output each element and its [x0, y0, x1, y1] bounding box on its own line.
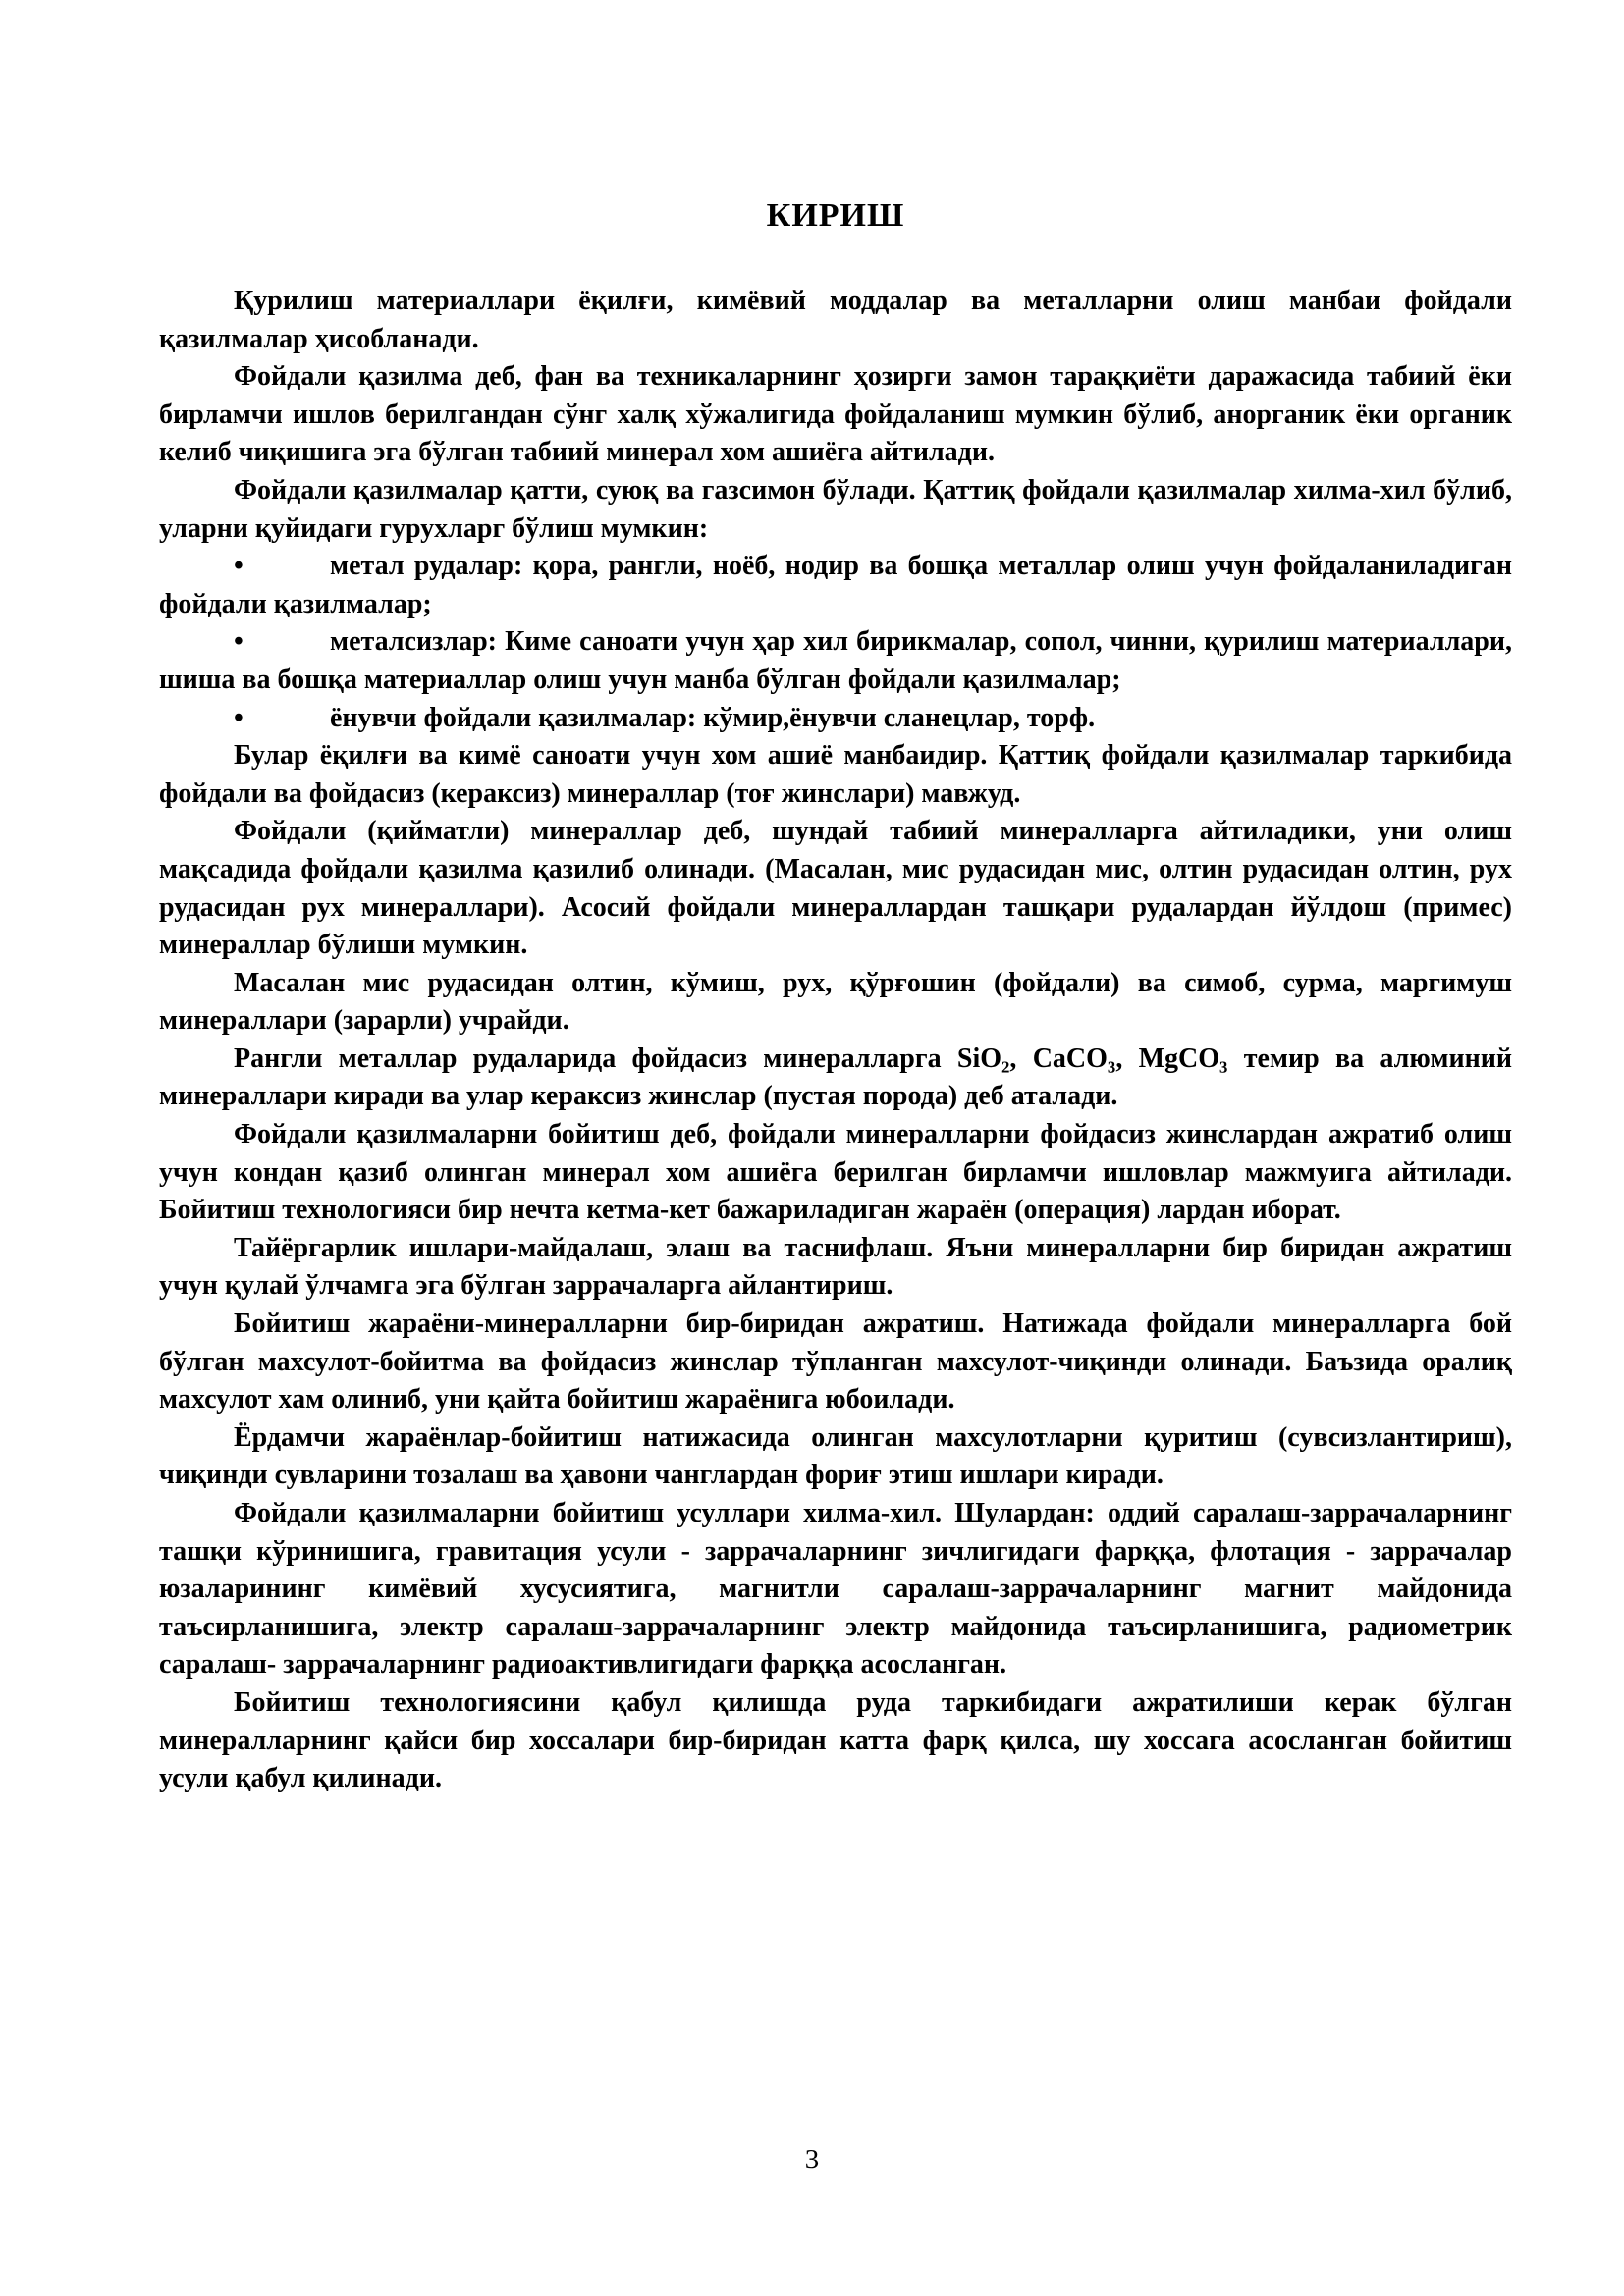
page-title: КИРИШ	[766, 197, 905, 234]
paragraph-text: Ёрдамчи жараёнлар-бойитиш натижасида олинган махсулотларни қуритиш (сувсизлантириш), чиқинди сувларини тозалаш ва ҳавони чанглардан фориғ этиш ишлари киради.	[159, 1421, 1512, 1491]
page-number: 3	[804, 2144, 820, 2175]
paragraph-text: Қурилиш материаллари ёқилғи, кимёвий моддалар ва металларни олиш манбаи фойдали қазилмалар ҳисобланади.	[159, 286, 1512, 354]
paragraph	[159, 737, 1512, 813]
paragraph	[159, 1230, 1512, 1306]
paragraph	[159, 1306, 1512, 1419]
paragraph-text: Булар ёқилғи ва кимё саноати учун хом ашиё манбаидир. Қаттиқ фойдали қазилмалар таркибида фойдали ва фойдасиз (кераксиз) минераллар (тоғ жинслари) мавжуд.	[159, 740, 1512, 809]
bullet-text: металсизлар: Киме саноати учун ҳар хил бирикмалар, сопол, чинни, қурилиш материаллари, шиша ва бошқа материаллар олиш учун манба бўлган фойдали қазилмалар;	[159, 626, 1512, 695]
paragraph-text: Фойдали (қийматли) минераллар деб, шундай табиий минералларга айтиладики, уни олиш мақсадида фойдали қазилма қазилиб олинади. (Масалан, мис рудасидан мис, олтин рудасидан олтин, рух рудасидан рух минераллари). Асосий фойдали минераллардан ташқари рудалардан йўлдош (примес) минераллар бўлиши мумкин.	[159, 816, 1512, 961]
bullet-item	[159, 700, 1512, 738]
paragraph-text: Фойдали қазилма деб, фан ва техникаларнинг ҳозирги замон тараққиёти даражасида табиий ёки бирламчи ишлов берилгандан сўнг халқ хўжалигида фойдаланиш мумкин бўлиб, анорганик ёки органик келиб чиқишига эга бўлган табиий минерал хом ашиёга айтилади.	[159, 361, 1512, 468]
paragraph	[159, 965, 1512, 1041]
paragraph	[159, 358, 1512, 472]
paragraph	[159, 813, 1512, 964]
paragraph-text: Рангли металлар рудаларида фойдасиз минералларга SiO₂, CaCO₃, MgCO₃ темир ва алюминий минераллари киради ва улар кераксиз жинслар (пустая порода) деб аталади.	[159, 1042, 1512, 1112]
paragraph-text: Фойдали қазилмаларни бойитиш деб, фойдали минералларни фойдасиз жинслардан ажратиб олиш учун кондан қазиб олинган минерал хом ашиёга берилган бирламчи ишловлар мажмуига айтилади. Бойитиш технологияси бир нечта кетма-кет бажариладиган жараён (операция) лардан иборат.	[159, 1119, 1512, 1226]
document-content	[159, 283, 1512, 1798]
paragraph	[159, 472, 1512, 548]
paragraph	[159, 1419, 1512, 1495]
paragraph	[159, 1684, 1512, 1798]
bullet-marker: •	[234, 702, 244, 733]
page-body	[159, 196, 1512, 1798]
paragraph-text: Масалан мис рудасидан олтин, кўмиш, рух, қўрғошин (фойдали) ва симоб, сурма, маргимуш минераллари (зарарли) учрайди.	[159, 967, 1512, 1037]
bullet-item	[159, 623, 1512, 699]
paragraph	[159, 1495, 1512, 1684]
paragraph-text: Фойдали қазилмаларни бойитиш усуллари хилма-хил. Шулардан: оддий саралаш-заррачаларнинг ташқи кўринишига, гравитация усули - заррачаларнинг зичлигидаги фарққа, флотация - заррачалар юзаларининг кимёвий хусусиятига, магнитли саралаш-заррачаларнинг магнит майдонида таъсирланишига, электр саралаш-заррачаларнинг электр майдонида таъсирланишига, радиометрик саралаш- заррачаларнинг радиоактивлигидаги фарққа асосланган.	[159, 1498, 1512, 1681]
bullet-marker: •	[234, 626, 244, 658]
paragraph-text: Фойдали қазилмалар қатти, суюқ ва газсимон бўлади. Қаттиқ фойдали қазилмалар хилма-хил бўлиб, уларни қуйидаги гурухларг бўлиш мумкин:	[159, 474, 1512, 544]
bullet-text: ёнувчи фойдали қазилмалар: кўмир,ёнувчи сланецлар, торф.	[330, 702, 1096, 733]
paragraph-text: Тайёргарлик ишлари-майдалаш, элаш ва таснифлаш. Яъни минералларни бир биридан ажратиш учун қулай ўлчамга эга бўлган заррачаларга айлантириш.	[159, 1232, 1512, 1302]
paragraph	[159, 283, 1512, 358]
bullet-marker: •	[234, 551, 244, 582]
paragraph-text: Бойитиш технологиясини қабул қилишда руда таркибидаги ажратилиши керак бўлган минералларнинг қайси бир хоссалари бир-биридан катта фарқ қилса, шу хоссага асосланган бойитиш усули қабул қилинади.	[159, 1686, 1512, 1794]
bullet-text: метал рудалар: қора, рангли, ноёб, нодир ва бошқа металлар олиш учун фойдаланиладиган фойдали қазилмалар;	[159, 551, 1512, 619]
bullet-item	[159, 548, 1512, 623]
paragraph	[159, 1116, 1512, 1230]
paragraph-text: Бойитиш жараёни-минералларни бир-биридан ажратиш. Натижада фойдали минералларга бой бўлган махсулот-бойитма ва фойдасиз жинслар тўпланган махсулот-чиқинди олинади. Баъзида оралиқ махсулот хам олиниб, уни қайта бойитиш жараёнига юбоилади.	[159, 1308, 1512, 1415]
paragraph	[159, 1041, 1512, 1116]
